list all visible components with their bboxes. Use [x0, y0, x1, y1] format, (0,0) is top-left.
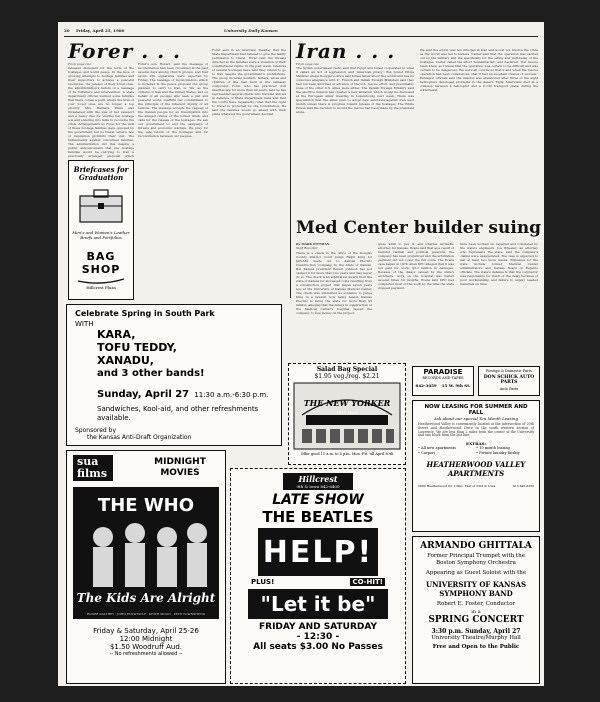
new-yorker-address: 1021 Mass	[335, 410, 359, 415]
paradise-contact	[413, 383, 473, 388]
heatherwood-name: HEATHERWOOD VALLEY APARTMENTS	[426, 460, 526, 479]
salad-offer: Offer good 11 a.m. to 5 p.m. Mon.-Fri. till April 30th	[300, 452, 394, 456]
sua-films-ad	[66, 450, 226, 684]
plus-label: PLUS!	[251, 578, 275, 586]
paradise-address: 15 W. 9th St.	[441, 383, 471, 388]
south-park-concert-ad	[66, 304, 282, 446]
concert-date-row	[97, 382, 273, 401]
help-logo-box	[258, 528, 378, 576]
beatles-price: All seats $3.00 No Passes	[253, 642, 383, 652]
salad-title: Salad Bag Special	[316, 366, 378, 373]
ghittala-appearing: Appearing as Guest Soloist with the	[425, 570, 527, 576]
forer-headline: Forer . . .	[68, 39, 182, 63]
header-rule	[64, 36, 538, 37]
briefcases-sub: Men's and Women's Leather Briefs and Portfolios	[72, 230, 130, 240]
iran-headline: Iran . . .	[296, 39, 396, 63]
heatherwood-phone: 913 843-6256	[512, 484, 534, 489]
salad-prices: $1.95 veg./reg. $2.21	[314, 373, 380, 380]
sua-time: 12:00 Midnight	[119, 635, 173, 643]
hillcrest-name: Hillcrest	[298, 474, 338, 484]
let-it-be-box	[248, 589, 388, 619]
forer-column-3: Forer said in an interview Tuesday that the State Department had refused to give the family permission to travel. Forer said the threats directed at the families were a violation of their constitutional rights. In the past week, relatives of several hostages have said they intend to go to Iran despite the government's prohibitions. The group includes mothers, fathers, wives and children of the men held in the embassy compound. Forer, who has practiced civil liberties law for more than 40 years, said he has represented several clients who traveled abroad in defiance of State Department bans and that the courts have repeatedly ruled that the right to travel is protected by the Constitution. He said the families would go ahead with their plans whatever the government decided.	[212, 48, 286, 116]
movie-cast: ROGER DALTREY · JOHN ENTWISTLE · KEITH MOON · PETE TOWNSHEND	[86, 612, 206, 616]
south-park-with: WITH	[75, 320, 94, 328]
movie-title: The Kids Are Alright	[76, 591, 216, 605]
heatherwood-extra-item: • Carport	[418, 451, 436, 456]
south-park-headline: Celebrate Spring in South Park	[75, 309, 215, 318]
bag-shop-location: Hillcrest Plaza	[86, 285, 116, 290]
newspaper-page	[58, 22, 544, 686]
beatles-help-ad	[230, 468, 406, 684]
auto-parts-top: Foreign & Domestic Parts	[486, 369, 532, 373]
column-divider	[290, 40, 291, 298]
heatherwood-extra-item: • 10 month leasing	[476, 446, 510, 451]
ghittala-title: Former Principal Trumpet with the Boston Symphony Orchestra	[427, 553, 525, 566]
heatherwood-headline: NOW LEASING FOR SUMMER AND FALL	[424, 404, 528, 416]
sua-top-row	[67, 451, 225, 485]
ghittala-where: University Theatre/Murphy Hall	[431, 635, 521, 641]
band-name: XANADU,	[97, 354, 154, 367]
sua-series: MIDNIGHT MOVIES	[154, 457, 206, 478]
heatherwood-body: Heatherwood Valley is conveniently located at the intersection of 20th Street and Heatherwood Drive in the south western section of Lawrence. We are less than 2 miles from the center of the University and one block from the bus line.	[418, 422, 534, 438]
page-number: 20	[64, 28, 70, 33]
ghittala-conductor: Robert E. Foster, Conductor	[436, 601, 516, 607]
beatles-days: FRIDAY AND SATURDAY	[259, 622, 377, 632]
heatherwood-extras-title: EXTRAS:	[466, 441, 486, 447]
hillcrest-address: 9th & Iowa 842-6400	[296, 484, 340, 489]
ghittala-orchestra: UNIVERSITY OF KANSAS SYMPHONY BAND	[425, 580, 526, 598]
iran-column-2: He said the action was not directed at Iran and would not involve the crisis as the world was led to believe. Carter said that the operation was carried out by the military and the specifically for the safety and well-being of the hostages. Carter called the effort 'humanitarian', and declared: 'Our rescue team knew, as I knew, that the operation was certain to be difficult and was certain to be dangerous. We were all convinced that if and when the rescue operation had been commenced, that it had an excellent chance of success.' Pentagon officials said the mission was abandoned after three of the eight helicopters developed problems in the desert. Eight Americans died in a collision between a helicopter and a C-130 transport plane during the withdrawal.	[420, 48, 538, 92]
concert-food: Sandwiches, Kool-aid, and other refreshments available.	[97, 405, 259, 422]
help-logo: HELP!	[262, 534, 374, 570]
cohit-label: CO-HIT!	[352, 578, 383, 586]
heatherwood-footer	[418, 484, 534, 488]
who-poster	[73, 487, 219, 619]
bag-shop-swoosh	[74, 277, 128, 285]
bag-shop-logo: BAG SHOP	[81, 250, 121, 276]
auto-parts-name: DON SCHICK AUTO PARTS	[483, 375, 535, 385]
heatherwood-extras-list	[418, 446, 534, 456]
ghittala-concert: SPRING CONCERT	[428, 615, 524, 625]
salad-bag-ad	[288, 363, 406, 465]
concert-date: Sunday, April 27	[97, 389, 190, 400]
ghittala-concert-ad	[412, 536, 540, 684]
band-silhouettes	[73, 519, 221, 589]
page-header	[64, 28, 538, 36]
sua-logo: sua films	[73, 455, 113, 481]
briefcase-illustration	[74, 186, 128, 226]
beatles-time: - 12:30 -	[296, 632, 340, 642]
ghittala-in-a: in a	[471, 609, 481, 615]
sua-note: -- No refreshments allowed --	[109, 651, 183, 657]
heatherwood-address: 2000 Heatherwood Dr. 2 blks. East of 23rd & Iowa	[418, 484, 496, 489]
briefcases-title: Briefcases for Graduation	[73, 165, 129, 182]
heatherwood-sub: Ask about our special Ten Month Leasing	[433, 416, 519, 421]
band-list	[97, 328, 273, 380]
med-center-headline: Med Center builder suing	[296, 218, 542, 238]
paradise-records-ad	[412, 366, 474, 396]
med-byline: By MARK PITTMAN	[296, 242, 330, 246]
briefcases-ad	[68, 160, 134, 300]
heatherwood-ad	[412, 400, 540, 532]
paradise-sub: RECORDS AND TAPES	[422, 376, 464, 380]
band-name: and 3 other bands!	[97, 368, 205, 379]
let-it-be-title: "Let it be"	[260, 592, 376, 616]
concert-time: 11:30 a.m.-6:30 p.m.	[194, 391, 269, 399]
band-name: KARA,	[97, 328, 136, 341]
page-date: Friday, April 25, 1980	[76, 28, 125, 33]
med-column-1: There is a check in the office of the Douglas County District Court Judge Ralph King for $95,882 made out to Kansas Electric Construction Company by the State of Kansas. But Kansas president Robert Johnson has not cashed it for more than two years and may never do so. The check is an arbitration award from the state of Kansas for increased costs resulting from a construction project that began seven years ago at the University of Kansas Medical Center. The check was submitted as evidence to Judge King in a lawsuit now being heard. Kansas Electric is suing the state for more than $3 million, alleging that the delays in construction of the Medical Center's hospital caused the company to lose money on the project.	[296, 251, 372, 315]
heatherwood-extra-item: • Private laundry facility	[476, 451, 520, 456]
who-title: THE WHO	[97, 495, 195, 516]
auto-parts-ad	[478, 366, 540, 396]
sua-price: $1.50 Woodruff Aud.	[109, 643, 183, 651]
concert-sponsored-by: Sponsored by	[75, 427, 116, 434]
forer-jump: From page one	[68, 62, 91, 66]
forer-column-2: Forer's son, Robert, said the message of reconciliation had been circulated in the past several days among church groups, and that about 250 signatures were expected by Friday. The message of reconciliation, which is included in the peace proposal the group planned to carry to Iran, is: We, as the citizens of Iran and the United States, and on behalf of all peoples who seek a just and peaceful world, reaffirm our commitment to the principle of the inherent dignity of all nations. The message accepts the request of the Iranian people for an investigation into the alleged crimes of the former Shah, and calls for the release of the hostages. We ask our government to end the campaign of threats and economic warfare. We pray for the safe return of the hostages and for reconciliation between our peoples.	[138, 62, 208, 138]
concert-sponsor: the Kansas Anti-Draft Organization	[87, 434, 192, 441]
auto-parts-line: Auto Parts	[499, 387, 519, 391]
med-role: Staff Reporter	[296, 246, 318, 250]
iran-jump: From page one	[296, 62, 319, 66]
plus-row	[231, 578, 405, 586]
forer-column-1: released disregard for the form of the hostages and world peace. In the face of growing attempts to hostage families and their supporters to achieve a peaceful resolution, the release of their loved ones, the administration's failure of a message of its forfeiture and intervention. A state department official warned some families that there comes a point where the lives of your loved ones are no longer a top priority. Mrs. Barbara Timm was threatened with the loss of her passport and a heavy fine for visiting her hostage son and entering into talks to reconcile the crisis. Arrangements by Forer for the visit of these hostage families were opposed by the government but no travel, letters, law or regulation prohibits their visit. The harassments against concerned families. The administration did this despite a public announcement that the hostage families would be carrying to Iran a previously arranged proposal which	[68, 66, 134, 158]
paradise-name: PARADISE	[423, 368, 463, 376]
iran-column-1: The Syrian government radio said that Egypt and Israel cooperated in what it called an 'act of aggression' and 'American piracy'. But Soviet Prime Minister Alexei Kosygin's office said Israel 'knew about the action and has no conscious allegiance with it'. French and Italian Foreign Ministers said they had not been informed in advance of the U.S. rescue effort, and presumably none of the other U.S. allies were either. The Danish Foreign Ministry said the abortive mission has created a new situation which would be discussed at the European allies' meeting in Luxembourg next week. There was speculation that the allies plan to adopt new sanctions against Iran next month unless there is progress toward release of the hostages. The White House said the decision to mount the rescue had been made by the president alone.	[296, 66, 414, 114]
band-name: TOFU TEDDY,	[97, 341, 177, 354]
beatles-name: THE BEATLES	[262, 508, 374, 526]
med-column-2: gives $300 to pay it, and Charles Arcikelis, attorney for Kansas. Evans said that as a result of harmful rainfall and political pressure, the company has been prejudiced and the arbitration payment did not cover the full costs. The Evans case began in 1974 when KEC alleged that it was not paid for work, $3.2 million in damages. Because of the delays caused by the state's architects, work on the hospital was halted several times for months. Evans said KEC had completed most of the work by the time the state stopped payment.	[378, 242, 454, 290]
new-yorker-illustration	[292, 381, 402, 451]
late-show: LATE SHOW	[272, 492, 364, 508]
paper-name: University Daily Kansan	[224, 28, 278, 33]
med-column-3: have been worked on, repaired and completed by the state's engineers. Joe Wheeler, an attorney who represents the state, said the company's claims were exaggerated. The case is expected to last at least two more weeks. Witnesses for the state include former Medical Center administrators and Kansas Board of Regents officials. The state's defense is that the contractor was responsible for much of the delay because of poor workmanship and failure to supply needed materials on time.	[460, 242, 538, 286]
hillcrest-box	[283, 473, 353, 490]
sua-dates: Friday & Saturday, April 25-26	[93, 627, 199, 635]
new-yorker-name: THE NEW YORKER	[303, 398, 391, 408]
ghittala-free: Free and Open to the Public	[432, 644, 520, 650]
heatherwood-extra-item: • All new apartments	[418, 446, 456, 451]
paradise-phone: 842-3059	[415, 383, 437, 388]
ghittala-when: 3:30 p.m. Sunday, April 27	[431, 628, 521, 635]
ghittala-name: ARMANDO GHITTALA	[420, 541, 532, 551]
